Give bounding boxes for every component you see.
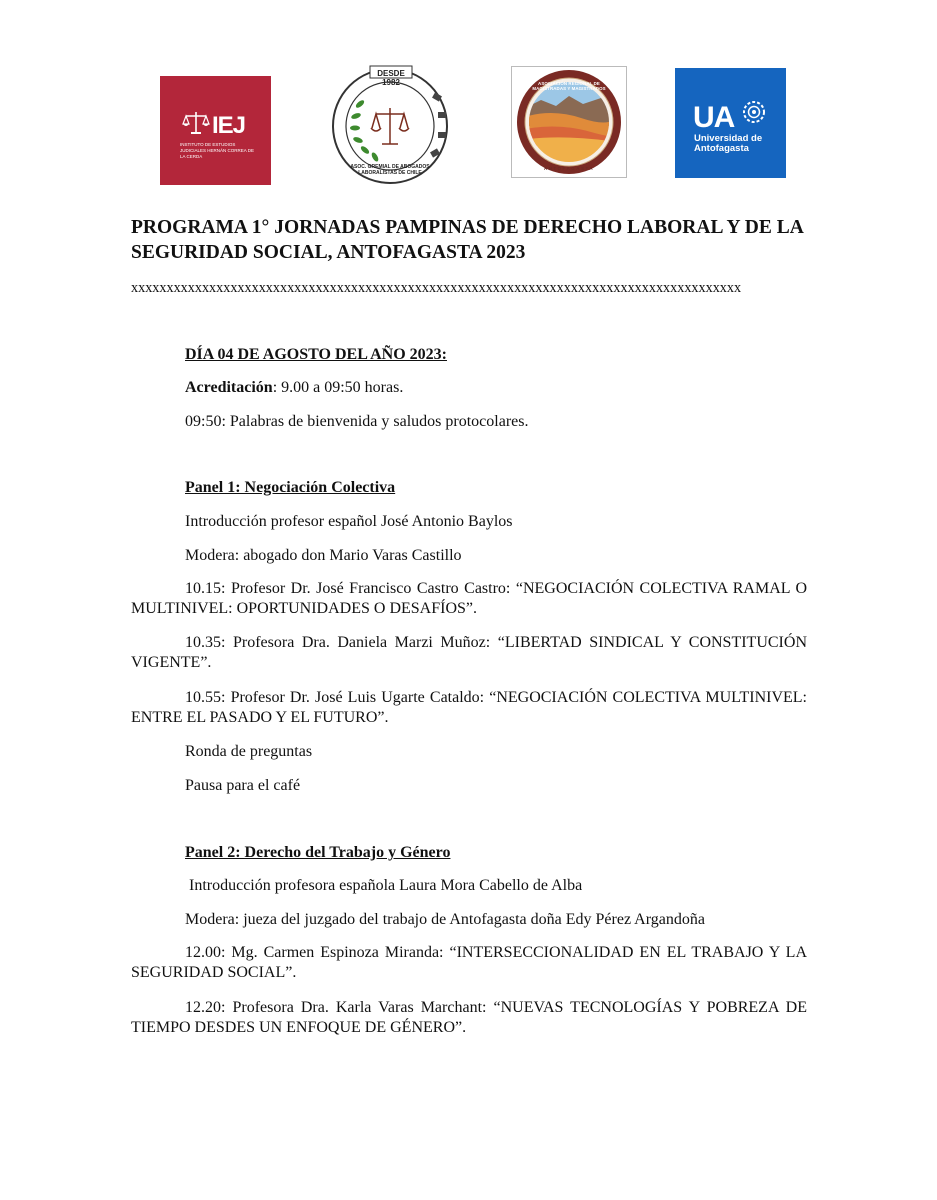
panel1-intro: Introducción profesor español José Antonio Baylos	[185, 513, 513, 530]
panel1-moderator: Modera: abogado don Mario Varas Castillo	[185, 547, 462, 564]
asociacion-regional-logo	[511, 66, 627, 178]
ua-mark-text: UA	[693, 101, 735, 134]
panel1-talk-2: 10.35: Profesora Dra. Daniela Marzi Muñoz: “LIBERTAD SINDICAL Y CONSTITUCIÓN VIGENTE”.	[131, 634, 807, 671]
panel1-talk-3: 10.55: Profesor Dr. José Luis Ugarte Cataldo: “NEGOCIACIÓN COLECTIVA MULTINIVEL: ENTRE EL PASADO Y EL FUTURO”.	[131, 689, 807, 726]
asociacion-bottom-text: ANTOFAGASTA	[543, 166, 595, 171]
page-title: PROGRAMA 1° JORNADAS PAMPINAS DE DERECHO LABORAL Y DE LA SEGURIDAD SOCIAL, ANTOFAGASTA 2023	[131, 217, 803, 263]
panel1-heading: Panel 1: Negociación Colectiva	[185, 479, 396, 496]
asociacion-top-text: ASOCIACIÓN REGIONAL DE MAGISTRADAS Y MAGISTRADOS	[532, 81, 606, 91]
seal-year-text: DESDE 1982	[377, 69, 405, 87]
panel1-break: Pausa para el café	[185, 777, 301, 794]
accreditation-value: : 9.00 a 09:50 horas.	[272, 379, 404, 396]
panel1-questions: Ronda de preguntas	[185, 743, 313, 760]
iej-logo-text: IEJ	[212, 112, 246, 139]
iej-logo-subtitle: INSTITUTO DE ESTUDIOS JUDICIALES HERNÁN CORREA DE LA CERDA	[180, 142, 255, 159]
seal-ring-text: ASOC. GREMIAL DE ABOGADOS LABORALISTAS DE CHILE	[350, 164, 430, 176]
scales-icon	[182, 110, 210, 136]
panel2-talk-2: 12.20: Profesora Dra. Karla Varas Marchant: “NUEVAS TECNOLOGÍAS Y POBREZA DE TIEMPO DESDES UN ENFOQUE DE GÉNERO”.	[131, 999, 807, 1036]
iej-logo	[160, 76, 271, 185]
gremial-seal-logo	[330, 64, 450, 188]
panel2-intro: Introducción profesora española Laura Mora Cabello de Alba	[189, 877, 583, 894]
universidad-antofagasta-logo	[675, 68, 786, 178]
day-heading: DÍA 04 DE AGOSTO DEL AÑO 2023:	[185, 346, 447, 363]
panel2-heading: Panel 2: Derecho del Trabajo y Género	[185, 844, 451, 861]
panel2-moderator: Modera: jueza del juzgado del trabajo de Antofagasta doña Edy Pérez Argandoña	[185, 911, 705, 928]
panel1-talk-1: 10.15: Profesor Dr. José Francisco Castro Castro: “NEGOCIACIÓN COLECTIVA RAMAL O MULTINIVEL: OPORTUNIDADES O DESAFÍOS”.	[131, 580, 807, 617]
accreditation-label: Acreditación	[185, 379, 273, 396]
panel2-talk-1: 12.00: Mg. Carmen Espinoza Miranda: “INTERSECCIONALIDAD EN EL TRABAJO Y LA SEGURIDAD SOCIAL”.	[131, 944, 807, 981]
separator-line: xxxxxxxxxxxxxxxxxxxxxxxxxxxxxxxxxxxxxxxxxxxxxxxxxxxxxxxxxxxxxxxxxxxxxxxxxxxxxxxxxxxxxx	[131, 280, 742, 296]
accreditation-line	[185, 378, 403, 398]
welcome-line: 09:50: Palabras de bienvenida y saludos protocolares.	[185, 413, 529, 430]
ua-name-text: Universidad de Antofagasta	[694, 133, 763, 154]
gear-icon	[741, 99, 767, 125]
